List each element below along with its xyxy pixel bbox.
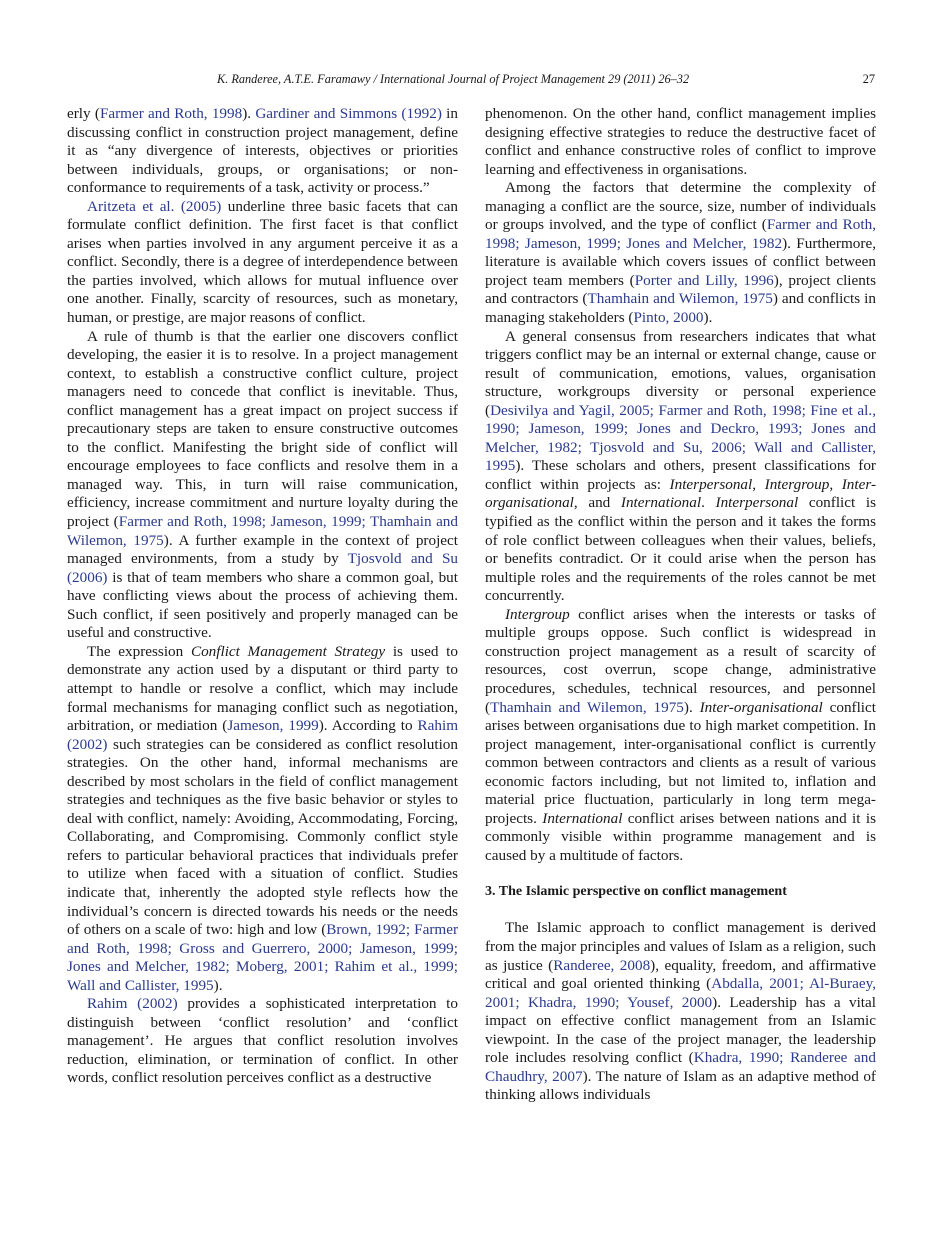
citation-link[interactable]: Tjosvold and Su (2006)	[67, 550, 458, 586]
citation-link[interactable]: Jameson, 1999	[227, 717, 319, 735]
text: is that of team members who share a common goal, but have conflicting views about the process of achieving them. Such conflict, if seen positively and properly managed can be useful and constructive.	[67, 568, 458, 642]
text: ), equality, freedom, and affirmative critical and goal oriented thinking (	[485, 956, 876, 993]
text: conflict is typified as the conflict within the person and it takes the forms of role conflict between colleagues when their values, beliefs, or benefits contradict. Or it could arise when the person has multiple roles and the requirements of the roles cannot be met concurrently.	[485, 494, 877, 605]
running-head: K. Randeree, A.T.E. Faramawy / International Journal of Project Management 29 (2011) 26–32	[217, 72, 690, 86]
italic-term: Inter-organisational	[485, 475, 877, 512]
text: ,	[829, 475, 842, 493]
text: ,	[752, 475, 765, 493]
text: in discussing conflict in construction project management, define it as “any divergence of interests, objectives or priorities between individuals, groups, or organisations; or non-conformance to requirements of a task, activity or process.”	[67, 105, 458, 197]
text: The Islamic approach to conflict management is derived from the major principles and values of Islam as a religion, such as justice (	[485, 919, 876, 974]
left-column	[67, 105, 458, 1088]
text: is used to demonstrate any action used by a disputant or third party to attempt to handle or resolve a conflict, which may include formal mechanisms for managing conflict such as negotiation, arbitration, or mediation (	[67, 642, 458, 735]
text: .	[701, 494, 716, 512]
citation-link[interactable]: Thamhain and Wilemon, 1975	[587, 290, 773, 308]
paragraph	[67, 328, 458, 643]
italic-term: Inter-organisational	[699, 698, 823, 716]
text: phenomenon. On the other hand, conflict management implies designing effective strategies to reduce the destructive facet of conflict and enhance constructive roles of conflict to improve learning and effectiveness in organisations.	[485, 105, 876, 178]
italic-term: Intergroup	[764, 475, 830, 493]
text: such strategies can be considered as conflict resolution strategies. On the other hand, informal mechanisms are described by most scholars in the field of conflict management strategies and techniques as the five basic behavior or styles to deal with conflict, namely: Avoiding, Accommodating, Forcing, Collaborating, and Compromising. Commonly conflict style refers to particular behavioral practices that individuals prefer to utilize when faced with a situation of conflict. Studies indicate that, inherently the adopted style reflects how the individual’s concern is directed towards his needs or the needs of others on a scale of two: high and low (	[67, 735, 458, 939]
citation-link[interactable]: Brown, 1992; Farmer and Roth, 1998; Gross and Guerrero, 2000; Jameson, 1999; Jones and Melcher, 1982; Moberg, 2001; Rahim et al., 1999; Wall and Callister, 1995	[67, 921, 458, 994]
text: ). According to	[318, 717, 418, 735]
text: ), project clients and contractors (	[485, 271, 876, 308]
citation-link[interactable]: Randeree, 2008	[553, 956, 651, 974]
citation-link[interactable]: Pinto, 2000	[633, 309, 704, 327]
paragraph	[67, 995, 458, 1088]
text: ). These scholars and others, present classifications for conflict within projects as:	[485, 457, 876, 493]
italic-term: International	[620, 494, 702, 512]
paragraph	[67, 105, 458, 198]
italic-term: Conflict Management Strategy	[190, 642, 386, 660]
text: conflict arises between nations and it is commonly visible within programme management and is caused by a multitude of factors.	[485, 809, 877, 864]
text: ).	[703, 309, 713, 327]
text: ). Leadership has a vital impact on effective conflict management from an Islamic viewpoint. In the case of the project manager, the leadership role includes resolving conflict (	[485, 993, 876, 1067]
text: ).	[213, 976, 223, 994]
paragraph	[67, 198, 458, 328]
paragraph	[485, 179, 876, 327]
citation-link[interactable]: Farmer and Roth, 1998	[99, 105, 243, 122]
text: provides a sophisticated interpretation to distinguish between ‘conflict resolution’ and ‘conflict management’. He argues that conflict resolution involves reduction, elimination, or termination of conflict. In other words, conflict resolution perceives conflict as a destructive	[67, 995, 458, 1087]
italic-term: Interpersonal	[715, 494, 799, 512]
paragraph	[485, 919, 876, 1104]
italic-term: International	[542, 809, 623, 827]
text: ). The nature of Islam as an adaptive method of thinking allows individuals	[485, 1067, 876, 1104]
citation-link[interactable]: Abdalla, 2001; Al-Buraey, 2001; Khadra, 1990; Yousef, 2000	[485, 975, 876, 1011]
text: erly (	[67, 105, 100, 122]
paragraph	[485, 606, 876, 866]
citation-link[interactable]: Aritzeta et al. (2005)	[87, 197, 222, 215]
text: conflict arises between organisations due to high market competition. In project management, inter-organisational conflict is currently common between contractors and clients as a result of various economic factors including, but not limited to, inflation and material price fluctuation, particularly in long term mega-projects.	[485, 698, 876, 827]
citation-link[interactable]: Rahim (2002)	[67, 717, 459, 753]
text: ).	[683, 698, 700, 716]
text: ). Furthermore, literature is available which covers issues of conflict between project team members (	[485, 234, 876, 289]
text: The expression	[87, 642, 191, 660]
text: A rule of thumb is that the earlier one discovers conflict developing, the easier it is to resolve. In a project management context, to establish a constructive conflict culture, project managers need to concede that conflict is inevitable. Thus, conflict management has a great impact on project success if precautionary steps are taken to ensure constructive outcomes to the conflict. Manifesting the bright side of conflict will encourage employees to face conflicts and resolve them in a managed way. This, in turn will raise communication, efficiency, increase commitment and nurture loyalty during the project (	[67, 327, 458, 531]
paragraph	[485, 105, 876, 179]
citation-link[interactable]: Farmer and Roth, 1998; Jameson, 1999; Thamhain and Wilemon, 1975	[67, 513, 458, 549]
italic-term: Intergroup	[505, 605, 570, 623]
text: , and	[573, 494, 621, 512]
citation-link[interactable]: Thamhain and Wilemon, 1975	[490, 698, 684, 716]
citation-link[interactable]: Desivilya and Yagil, 2005; Farmer and Roth, 1998; Fine et al., 1990; Jameson, 1999; Jones and Deckro, 1993; Jones and Melcher, 1982; Tjosvold and Su, 2006; Wall and Callister, 1995	[485, 401, 876, 475]
section-heading: 3. The Islamic perspective on conflict management	[485, 884, 787, 900]
paragraph	[67, 643, 458, 995]
text: ) and conflicts in managing stakeholders (	[485, 290, 876, 327]
text: underline three basic facets that can formulate conflict definition. The first facet is that conflict arises when parties involved in any argument perceive it as a conflict. Secondly, there is a degree of interdependence between the parties involved, which allows for mutual influence over one another. Finally, scarcity of resources, such as monetary, human, or prestige, are major reasons of conflict.	[67, 197, 458, 327]
text: Among the factors that determine the complexity of managing a conflict are the source, size, number of individuals or groups involved, and the type of conflict (	[485, 179, 876, 234]
paragraph	[485, 328, 876, 606]
text: ). A further example in the context of project managed environments, from a study by	[67, 531, 458, 568]
page-number: 27	[862, 72, 875, 86]
right-column	[485, 105, 876, 1105]
text: ).	[242, 105, 256, 122]
citation-link[interactable]: Porter and Lilly, 1996	[634, 271, 774, 289]
text: conflict arises when the interests or tasks of multiple groups oppose. Such conflict is widespread in construction project management as a result of scarcity of resources, cost overrun, scope change, administrative procedures, schedules, technical resources, and personnel (	[485, 605, 876, 716]
citation-link[interactable]: Farmer and Roth, 1998; Jameson, 1999; Jones and Melcher, 1982	[485, 216, 876, 252]
citation-link[interactable]: Gardiner and Simmons (1992)	[255, 105, 442, 122]
citation-link[interactable]: Rahim (2002)	[87, 995, 178, 1013]
citation-link[interactable]: Khadra, 1990; Randeree and Chaudhry, 2007	[485, 1049, 876, 1085]
italic-term: Interpersonal	[669, 475, 753, 493]
text: A general consensus from researchers indicates that what triggers conflict may be an internal or external change, cause or result of communication, emotions, values, organisation structure, workgroups diversity or personal experience (	[485, 327, 876, 419]
